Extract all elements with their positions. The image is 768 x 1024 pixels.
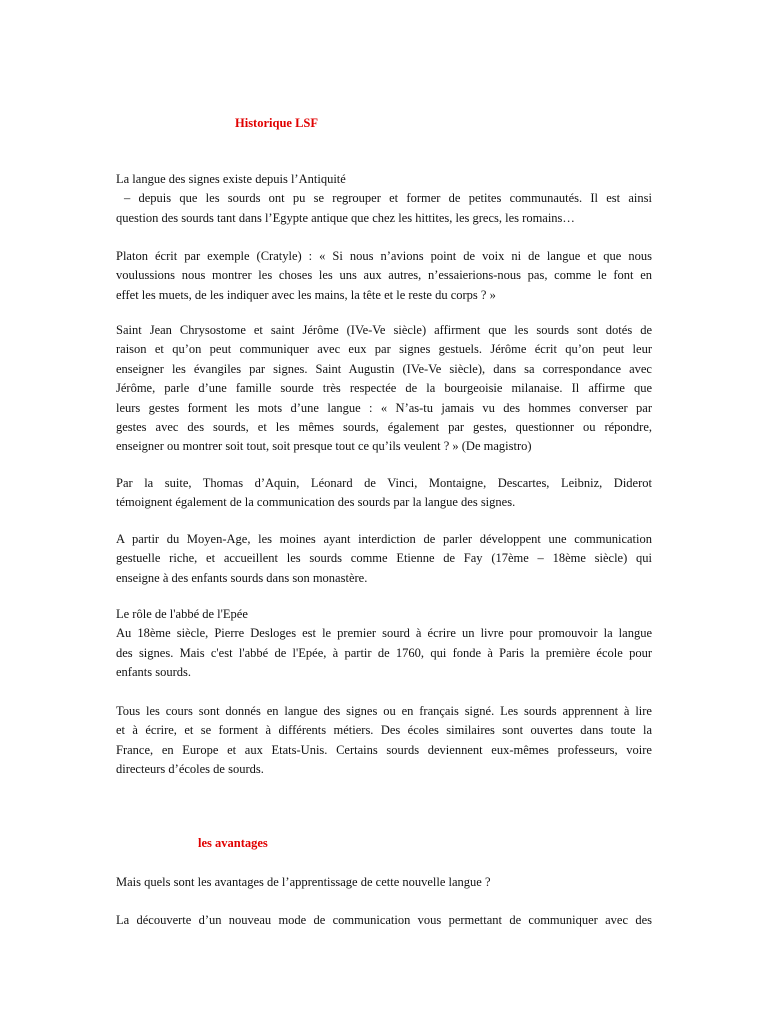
paragraph-abbe-epee [116, 605, 652, 683]
text-line: témoignent également de la communication des sourds par la langue des signes. [116, 495, 516, 510]
paragraph-moyen-age [116, 530, 652, 588]
text-line: Tous les cours sont donnés en langue des signes ou en français signé. Les sourds apprennent à lire [116, 704, 652, 718]
text-line: raison et qu’on peut communiquer avec eux par signes gestuels. Jérôme écrit qu’on peut leur [116, 342, 652, 357]
text-line: enseigne à des enfants sourds dans son monastère. [116, 570, 368, 585]
text-line: et à écrire, et se forment à différents métiers. Des écoles similaires sont ouvertes dans toute la [116, 723, 652, 738]
text-line: Saint Jean Chrysostome et saint Jérôme (IVe-Ve siècle) affirment que les sourds sont dotés de [116, 323, 652, 337]
text-line: enfants sourds. [116, 665, 191, 680]
heading-historique: Historique LSF [235, 116, 318, 130]
text-line: Au 18ème siècle, Pierre Desloges est le premier sourd à écrire un livre pour promouvoir la langue [116, 626, 652, 641]
text-line: enseigner ou montrer soit tout, soit presque tout ce qu’ils veulent ? » (De magistro) [116, 439, 532, 454]
text-line: Jérôme, parle d’une famille sourde très respectée de la bourgeoisie milanaise. Il affirme que [116, 381, 652, 396]
text-line: Mais quels sont les avantages de l’apprentissage de cette nouvelle langue ? [116, 875, 491, 889]
heading-avantages: les avantages [198, 836, 268, 850]
text-line: France, en Europe et aux Etats-Unis. Certains sourds deviennent eux-mêmes professeurs, voire [116, 742, 652, 757]
text-line: – depuis que les sourds ont pu se regrouper et former de petites communautés. Il est ainsi [124, 191, 652, 206]
text-line: La découverte d’un nouveau mode de communication vous permettant de communiquer avec des [116, 913, 652, 927]
text-line: gestes avec des sourds, et les mêmes sourds, également par gestes, questionner ou répondre, [116, 420, 652, 435]
paragraph-par-la-suite [116, 474, 652, 513]
section-subtitle: Le rôle de l'abbé de l'Epée [116, 607, 248, 621]
text-line: gestuelle riche, et accueillent les sourds comme Etienne de Fay (17ème – 18ème siècle) qui [116, 551, 652, 566]
paragraph-decouverte [116, 911, 652, 930]
paragraph-cours [116, 702, 652, 780]
text-line: effet les muets, de les indiquer avec les mains, la tête et le reste du corps ? » [116, 287, 496, 302]
text-line: des signes. Mais c'est l'abbé de l'Epée, à partir de 1760, qui fonde à Paris la première école pour [116, 645, 652, 660]
text-line: voulussions nous montrer les choses les uns aux autres, n’essaierions-nous pas, comme le font en [116, 268, 652, 283]
paragraph-chrysostome [116, 321, 652, 457]
text-line: question des sourds tant dans l’Egypte antique que chez les hittites, les grecs, les romains… [116, 210, 575, 225]
text-line: directeurs d’écoles de sourds. [116, 762, 264, 777]
text-line: Platon écrit par exemple (Cratyle) : « Si nous n’avions point de voix ni de langue et que nous [116, 249, 652, 263]
text-line: Par la suite, Thomas d’Aquin, Léonard de Vinci, Montaigne, Descartes, Leibniz, Diderot [116, 476, 652, 490]
paragraph-platon [116, 247, 652, 305]
paragraph-antiquite [116, 170, 652, 228]
text-line: A partir du Moyen-Age, les moines ayant interdiction de parler développent une communication [116, 532, 652, 546]
paragraph-question-avantages [116, 873, 652, 892]
text-line: enseigner les évangiles par signes. Saint Augustin (IVe-Ve siècle), dans sa correspondance avec [116, 361, 652, 376]
text-line: leurs gestes forment les mots d’une langue : « N’as-tu jamais vu des hommes converser par [116, 400, 652, 415]
text-line: La langue des signes existe depuis l’Antiquité [116, 172, 346, 186]
